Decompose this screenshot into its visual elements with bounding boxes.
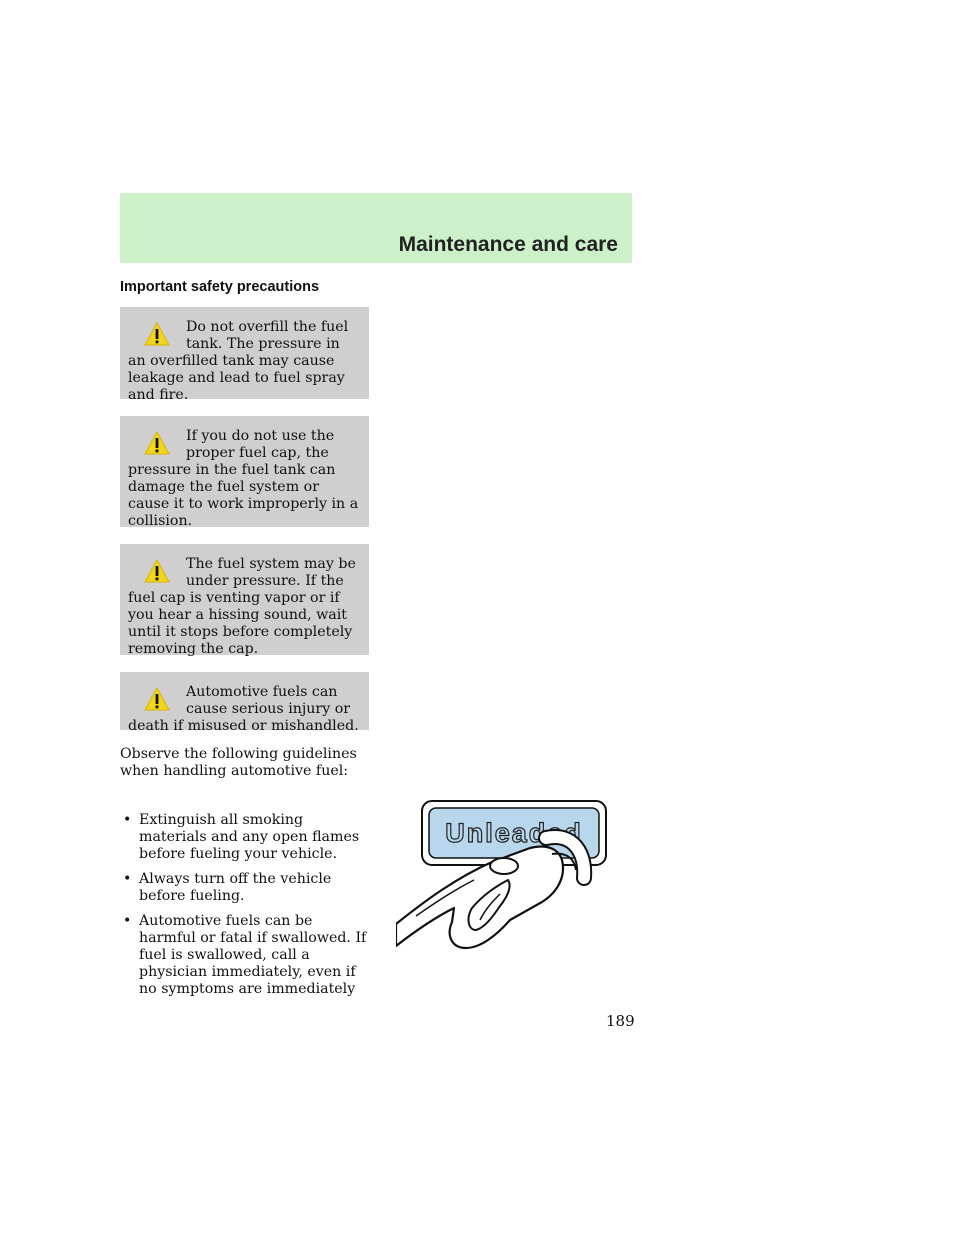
- page-number: 189: [606, 1012, 635, 1030]
- chapter-title: Maintenance and care: [398, 233, 618, 256]
- warning-box-fuel-hazard: [120, 672, 369, 734]
- unleaded-fuel-nozzle-illustration: [396, 796, 610, 958]
- header-band: [120, 193, 632, 263]
- section-heading: Important safety precautions: [120, 279, 320, 295]
- list-item-text: Automotive fuels can be harmful or fatal if swallowed. If fuel is swallowed, call a physician immediately, even if no symptoms are immediately: [139, 913, 367, 997]
- warning-triangle-icon: [144, 559, 170, 583]
- list-item-text: Always turn off the vehicle before fueling.: [139, 871, 332, 904]
- warning-box-pressure: [120, 544, 369, 655]
- list-item-text: Extinguish all smoking materials and any open flames before fueling your vehicle.: [139, 812, 360, 862]
- guidelines-list: [120, 812, 372, 1006]
- bullet-icon: •: [123, 871, 132, 887]
- list-item: [120, 913, 372, 998]
- guidelines-intro: Observe the following guidelines when handling automotive fuel:: [120, 746, 357, 779]
- warning-text: Do not overfill the fuel tank. The pressure in an overfilled tank may cause leakage and lead to fuel spray and fire.: [128, 319, 349, 403]
- warning-triangle-icon: [144, 431, 170, 455]
- warning-box-fuel-cap: [120, 416, 369, 527]
- list-item: [120, 812, 372, 863]
- warning-text: Automotive fuels can cause serious injury or death if misused or mishandled.: [128, 684, 359, 734]
- list-item: [120, 871, 372, 905]
- warning-text: If you do not use the proper fuel cap, the pressure in the fuel tank can damage the fuel system or cause it to work improperly in a collision.: [128, 428, 359, 529]
- warning-text: The fuel system may be under pressure. If the fuel cap is venting vapor or if you hear a hissing sound, wait until it stops before completely removing the cap.: [128, 556, 356, 657]
- warning-triangle-icon: [144, 322, 170, 346]
- warning-box-overfill: [120, 307, 369, 403]
- bullet-icon: •: [123, 913, 132, 929]
- bullet-icon: •: [123, 812, 132, 828]
- sign-label: Unleaded: [445, 818, 583, 848]
- warning-triangle-icon: [144, 687, 170, 711]
